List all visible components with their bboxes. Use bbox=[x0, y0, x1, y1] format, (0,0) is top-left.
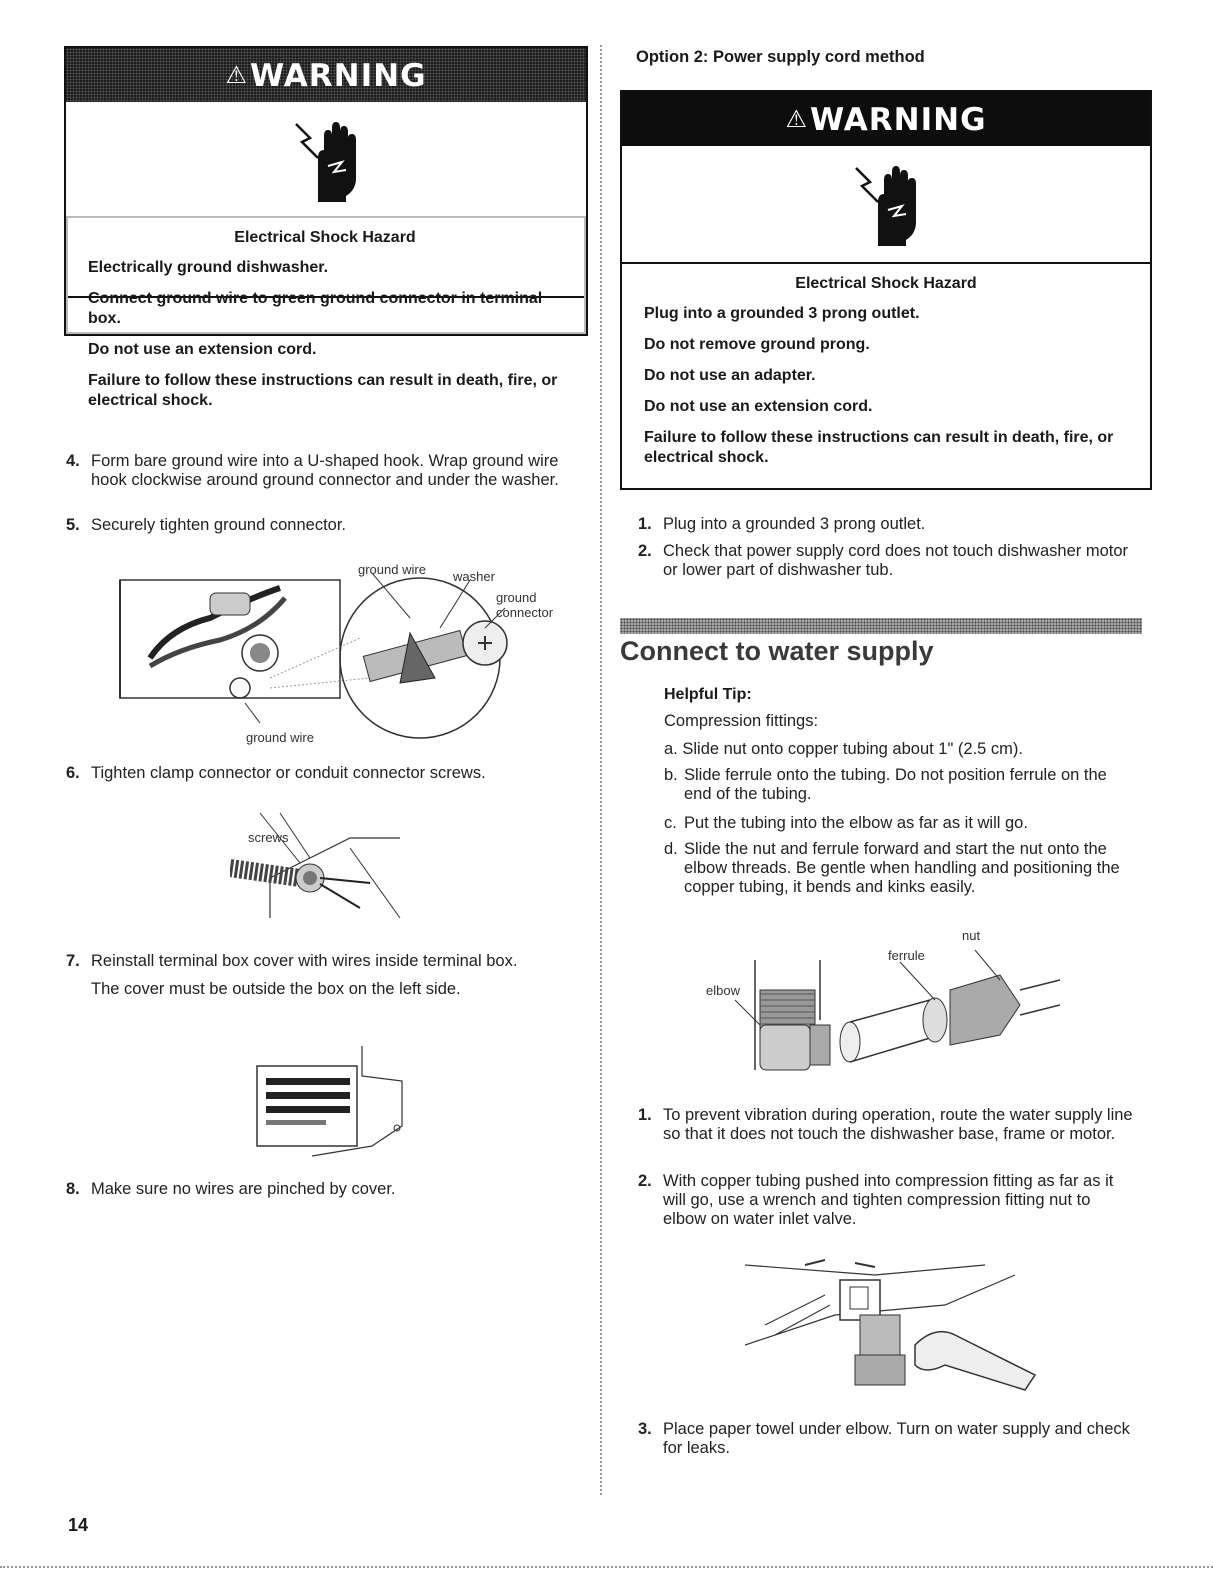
step-6: 6. Tighten clamp connector or conduit connector screws. bbox=[66, 764, 486, 782]
tip-item: c. Put the tubing into the elbow as far as it will go. bbox=[664, 814, 1028, 832]
hazard-title: Electrical Shock Hazard bbox=[234, 229, 416, 246]
label-screws: screws bbox=[248, 830, 289, 845]
bottom-rule bbox=[0, 1566, 1213, 1568]
water-step-1: 1. To prevent vibration during operation, route the water supply line so that it does not touch the dishwasher base, frame or motor. bbox=[638, 1106, 1133, 1143]
water-step-3: 3. Place paper towel under elbow. Turn on water supply and check for leaks. bbox=[638, 1420, 1130, 1457]
shock-icon-area bbox=[66, 102, 586, 220]
label-ferrule: ferrule bbox=[888, 948, 925, 963]
tip-item: b. Slide ferrule onto the tubing. Do not position ferrule on the end of the tubing. bbox=[664, 766, 1107, 803]
label-nut: nut bbox=[962, 928, 981, 943]
column-divider bbox=[600, 45, 602, 1495]
label-elbow: elbow bbox=[706, 983, 740, 998]
page-number: 14 bbox=[68, 1515, 89, 1535]
warning-triangle-icon: ⚠ bbox=[785, 105, 808, 133]
terminal-box-cover-diagram bbox=[252, 1036, 412, 1166]
ground-connector-diagram bbox=[110, 558, 570, 748]
electric-shock-hand-icon bbox=[288, 118, 368, 206]
tip-item: a. Slide nut onto copper tubing about 1" (2.5 cm). bbox=[664, 740, 1024, 758]
warning-line: Plug into a grounded 3 prong outlet. bbox=[644, 305, 920, 322]
label-washer: washer bbox=[453, 569, 495, 584]
shock-icon-area bbox=[622, 146, 1150, 264]
compression-fitting-diagram bbox=[700, 930, 1060, 1080]
warning-line: Electrically ground dishwasher. bbox=[88, 259, 329, 276]
label-ground-wire-top: ground wire bbox=[358, 562, 426, 577]
warning-header: ⚠WARNING bbox=[622, 92, 1150, 146]
helpful-tip-heading: Helpful Tip: bbox=[664, 686, 752, 703]
clamp-screws-diagram bbox=[230, 808, 410, 928]
step-8: 8. Make sure no wires are pinched by cover. bbox=[66, 1180, 396, 1198]
warning-line: Connect ground wire to green ground connector in terminal box. bbox=[88, 290, 543, 327]
option-2-title: Option 2: Power supply cord method bbox=[636, 48, 925, 66]
warning-line: Failure to follow these instructions can result in death, fire, or electrical shock. bbox=[644, 429, 1114, 466]
tip-intro: Compression fittings: bbox=[664, 712, 819, 730]
warning-line: Do not use an adapter. bbox=[644, 367, 816, 384]
step-7: 7. Reinstall terminal box cover with wires inside terminal box. The cover must be outside the box on the left side. bbox=[66, 952, 576, 999]
left-warning-body bbox=[66, 228, 584, 430]
warning-triangle-icon: ⚠ bbox=[225, 61, 248, 89]
step-5: 5. Securely tighten ground connector. bbox=[66, 516, 347, 534]
warning-line: Do not remove ground prong. bbox=[644, 336, 870, 353]
warning-line: Failure to follow these instructions can result in death, fire, or electrical shock. bbox=[88, 372, 558, 409]
left-warning-box bbox=[64, 46, 588, 242]
warning-header: ⚠WARNING bbox=[66, 48, 586, 102]
cord-step-2: 2. Check that power supply cord does not touch dishwasher motor or lower part of dishwasher tub. bbox=[638, 542, 1128, 579]
label-ground-connector: ground connector bbox=[496, 590, 554, 620]
cord-step-1: 1. Plug into a grounded 3 prong outlet. bbox=[638, 515, 926, 533]
warning-line: Do not use an extension cord. bbox=[644, 398, 873, 415]
water-step-2: 2. With copper tubing pushed into compression fitting as far as it will go, use a wrench and tighten compression fitting nut to elbow on water inlet valve. bbox=[638, 1172, 1114, 1228]
label-ground-wire-bottom: ground wire bbox=[246, 730, 314, 745]
step-7-note: The cover must be outside the box on the left side. bbox=[91, 980, 461, 998]
warning-line: Do not use an extension cord. bbox=[88, 341, 317, 358]
section-title: Connect to water supply bbox=[620, 636, 934, 666]
step-4: 4. Form bare ground wire into a U-shaped hook. Wrap ground wire hook clockwise around ground connector and under the washer. bbox=[66, 452, 559, 489]
right-warning-box bbox=[620, 90, 1152, 490]
tip-item: d. Slide the nut and ferrule forward and start the nut onto the elbow threads. Be gentle when handling and positioning the copper tubing, it bends and kinks easily. bbox=[664, 840, 1120, 896]
section-divider-bar bbox=[620, 618, 1142, 634]
electric-shock-hand-icon bbox=[848, 162, 928, 250]
hazard-title: Electrical Shock Hazard bbox=[795, 275, 977, 292]
wrench-tightening-diagram bbox=[745, 1255, 1045, 1405]
